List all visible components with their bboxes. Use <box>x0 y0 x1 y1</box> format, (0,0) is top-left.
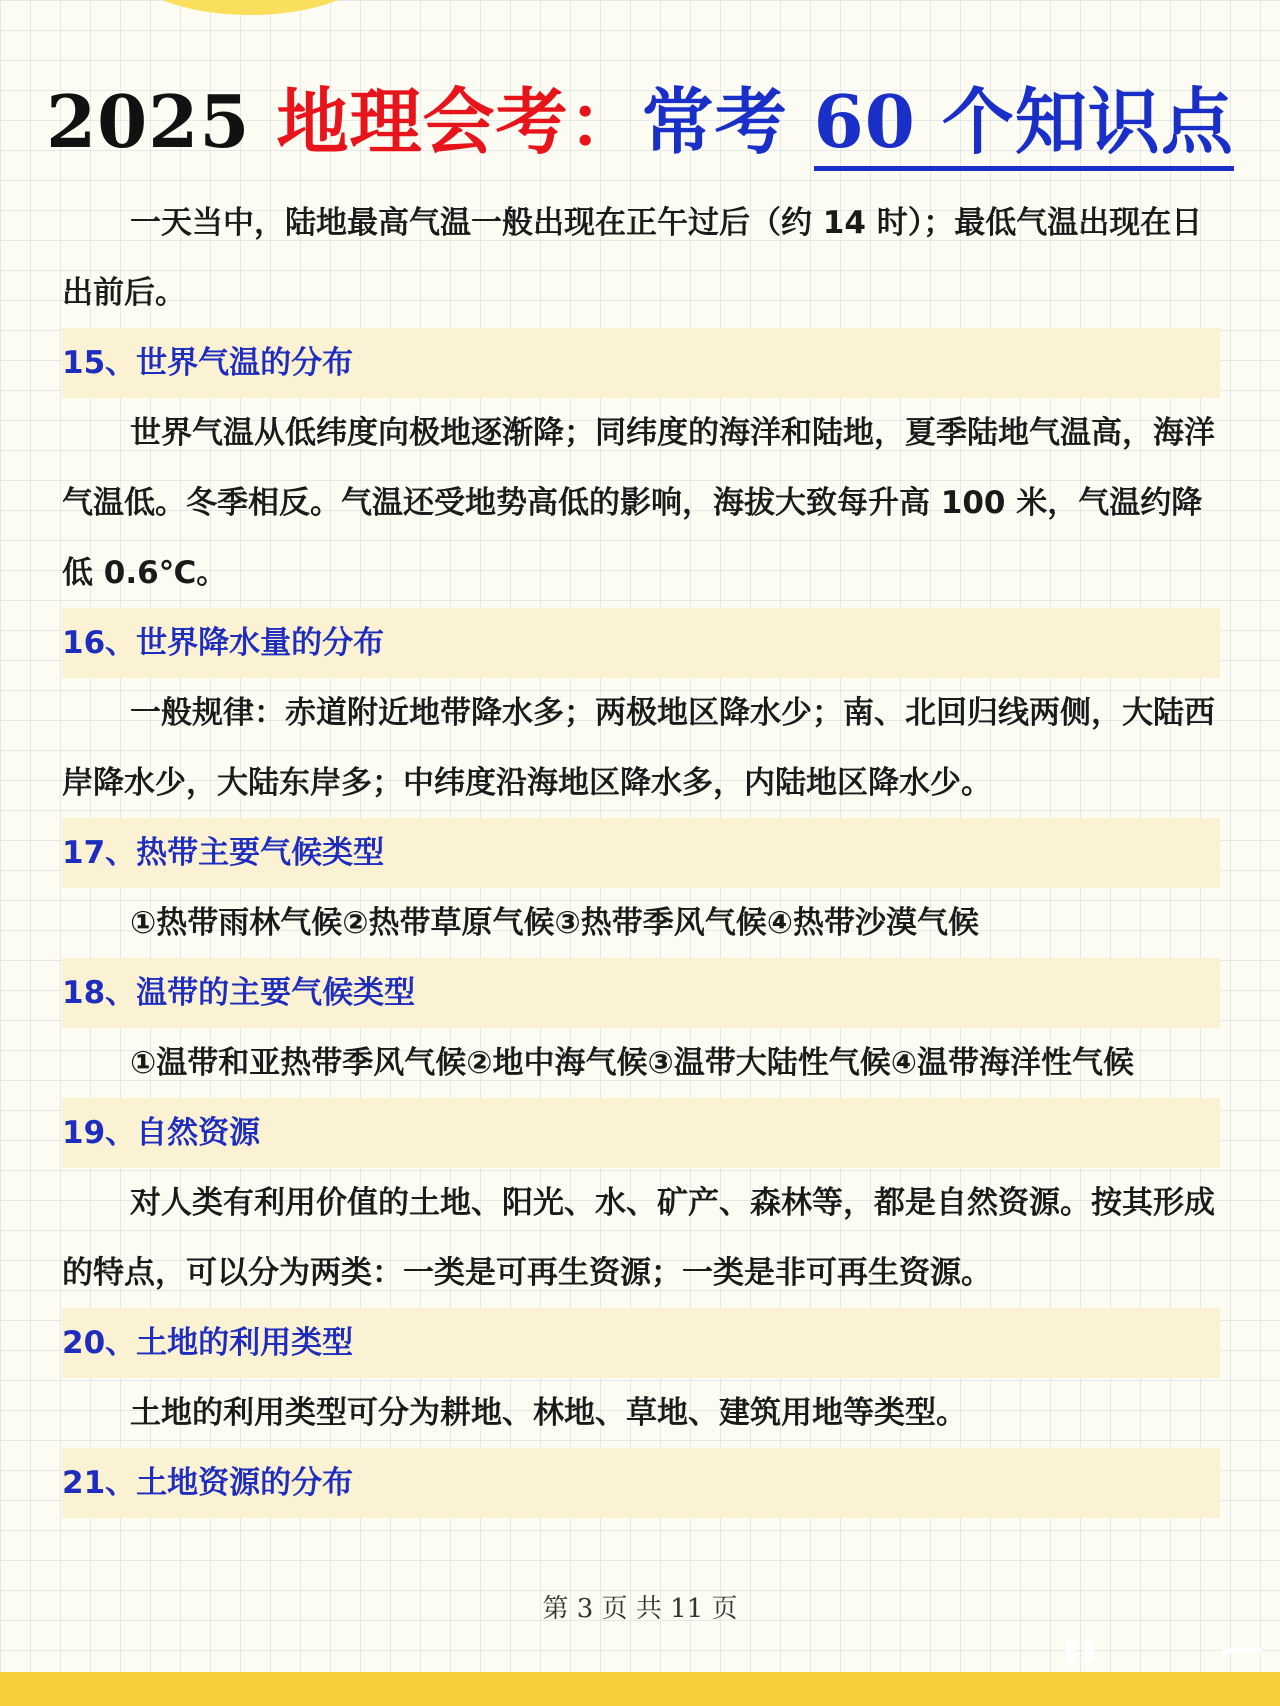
ui-icon <box>1062 1634 1267 1668</box>
corner-glyph-icon <box>1062 1634 1267 1668</box>
title-year: 2025 <box>46 79 251 164</box>
title-count: 60 个知识点 <box>814 79 1234 171</box>
title-frequency: 常考 <box>641 79 788 164</box>
section-heading-16: 16、世界降水量的分布 <box>62 608 1220 678</box>
content-body <box>62 188 1220 1518</box>
section-heading-19: 19、自然资源 <box>62 1098 1220 1168</box>
title-colon: ： <box>568 79 642 164</box>
page-title <box>0 72 1280 172</box>
decorative-top-blob <box>130 0 370 15</box>
section-body-16: 一般规律：赤道附近地带降水多；两极地区降水少；南、北回归线两侧，大陆西岸降水少，大陆东岸多；中纬度沿海地区降水多，内陆地区降水少。 <box>62 695 1215 801</box>
section-body-19: 对人类有利用价值的土地、阳光、水、矿产、森林等，都是自然资源。按其形成的特点，可以分为两类：一类是可再生资源；一类是非可再生资源。 <box>62 1185 1215 1291</box>
section-body-18: ①温带和亚热带季风气候②地中海气候③温带大陆性气候④温带海洋性气候 <box>130 1045 1134 1081</box>
section-body-20: 土地的利用类型可分为耕地、林地、草地、建筑用地等类型。 <box>130 1395 967 1431</box>
section-heading-18: 18、温带的主要气候类型 <box>62 958 1220 1028</box>
section-heading-17: 17、热带主要气候类型 <box>62 818 1220 888</box>
page-footer: 第 3 页 共 11 页 <box>542 1594 738 1624</box>
title-subject: 地理会考 <box>276 79 569 164</box>
section-body-17: ①热带雨林气候②热带草原气候③热带季风气候④热带沙漠气候 <box>130 905 979 941</box>
section-heading-21: 21、土地资源的分布 <box>62 1448 1220 1518</box>
section-heading-20: 20、土地的利用类型 <box>62 1308 1220 1378</box>
intro-paragraph: 一天当中，陆地最高气温一般出现在正午过后（约 14 时）；最低气温出现在日出前后。 <box>62 205 1203 311</box>
section-heading-15: 15、世界气温的分布 <box>62 328 1220 398</box>
bottom-decor-bar <box>0 1672 1280 1706</box>
section-body-15: 世界气温从低纬度向极地逐渐降；同纬度的海洋和陆地，夏季陆地气温高，海洋气温低。冬季相反。气温还受地势高低的影响，海拔大致每升高 100 米，气温约降低 0.6℃。 <box>62 415 1215 591</box>
